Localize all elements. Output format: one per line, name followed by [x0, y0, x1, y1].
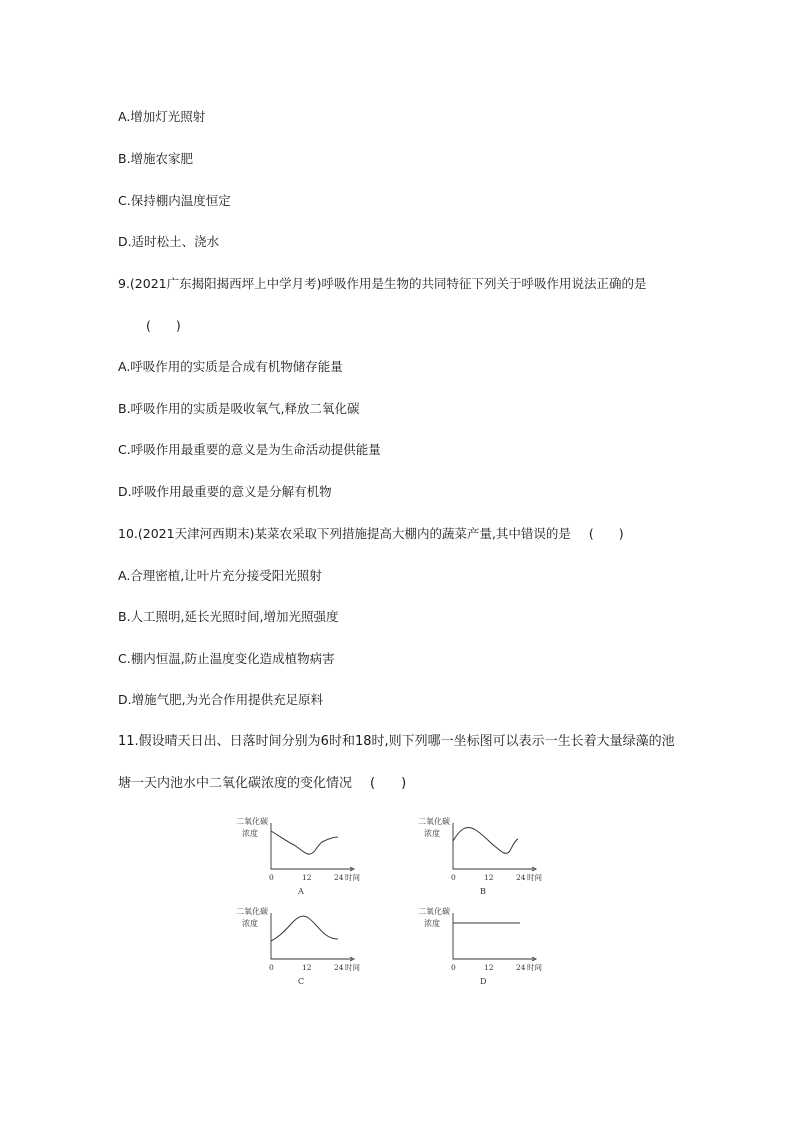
- graph-a-tick-24: 24: [334, 873, 344, 882]
- graph-c-tick-12: 12: [302, 963, 312, 972]
- q8-option-a: A.增加灯光照射: [118, 109, 206, 124]
- q10-option-b: B.人工照明,延长光照时间,增加光照强度: [118, 609, 339, 624]
- q9-option-a: A.呼吸作用的实质是合成有机物储存能量: [118, 359, 343, 374]
- q10-option-c: C.棚内恒温,防止温度变化造成植物病害: [118, 651, 335, 666]
- graph-a: [236, 815, 366, 897]
- q10-option-d: D.增施气肥,为光合作用提供充足原料: [118, 692, 324, 707]
- graph-c-tick-24: 24: [334, 963, 344, 972]
- graph-a-xlabel: 时间: [345, 873, 360, 882]
- graph-a-curve: [271, 831, 338, 854]
- q9-answer-bracket: ( ): [146, 318, 181, 333]
- graph-c-curve: [271, 916, 338, 941]
- graph-d-tick-24: 24: [516, 963, 526, 972]
- graph-c-tick-0: 0: [269, 963, 274, 972]
- graph-d: [418, 905, 548, 987]
- graph-d-tick-12: 12: [484, 963, 494, 972]
- graph-b-axes: [453, 823, 534, 869]
- graph-d-label: D: [480, 977, 487, 986]
- graph-a-tick-12: 12: [302, 873, 312, 882]
- q9-stem: 9.(2021广东揭阳揭西坪上中学月考)呼吸作用是生物的共同特征下列关于呼吸作用说法正确的是: [118, 276, 647, 291]
- graph-b-tick-12: 12: [484, 873, 494, 882]
- graph-b-xlabel: 时间: [527, 873, 542, 882]
- graph-b: [418, 815, 548, 897]
- graph-c-label: C: [298, 977, 305, 986]
- graph-b-curve: [453, 828, 518, 854]
- q8-option-d: D.适时松土、浇水: [118, 234, 220, 249]
- q10-option-a: A.合理密植,让叶片充分接受阳光照射: [118, 568, 322, 583]
- graph-a-ylabel-line1: 二氧化碳: [236, 817, 268, 826]
- q10-stem: 10.(2021天津河西期末)某菜农采取下列措施提高大棚内的蔬菜产量,其中错误的是: [118, 526, 571, 541]
- graph-d-xlabel: 时间: [527, 963, 542, 972]
- graph-b-ylabel-line1: 二氧化碳: [418, 817, 450, 826]
- graph-b-tick-24: 24: [516, 873, 526, 882]
- graph-d-axes: [453, 913, 534, 959]
- q11-stem-line2: 塘一天内池水中二氧化碳浓度的变化情况: [118, 776, 353, 791]
- graph-c-ylabel-line2: 浓度: [242, 919, 258, 928]
- graph-b-label: B: [480, 887, 486, 896]
- graph-a-axes: [271, 823, 352, 869]
- q10-stem-line: [118, 526, 624, 542]
- graph-c: [236, 905, 366, 987]
- q8-option-b: B.增施农家肥: [118, 151, 194, 166]
- graph-d-ylabel-line2: 浓度: [424, 919, 440, 928]
- q10-answer-bracket: ( ): [588, 526, 624, 541]
- graph-b-ylabel-line2: 浓度: [424, 829, 440, 838]
- q9-option-c: C.呼吸作用最重要的意义是为生命活动提供能量: [118, 442, 381, 457]
- q11-stem-line2-wrap: [118, 776, 406, 792]
- graph-c-ylabel-line1: 二氧化碳: [236, 907, 268, 916]
- graph-d-tick-0: 0: [451, 963, 456, 972]
- q8-option-c: C.保持棚内温度恒定: [118, 193, 231, 208]
- q11-answer-bracket: ( ): [370, 776, 407, 791]
- graph-a-label: A: [298, 887, 304, 896]
- q9-option-d: D.呼吸作用最重要的意义是分解有机物: [118, 484, 332, 499]
- q9-option-b: B.呼吸作用的实质是吸收氧气,释放二氧化碳: [118, 401, 360, 416]
- q11-stem-line1: 11.假设晴天日出、日落时间分别为6时和18时,则下列哪一坐标图可以表示一生长着大量绿藻的池: [118, 734, 675, 749]
- graph-a-ylabel-line2: 浓度: [242, 829, 258, 838]
- graph-c-xlabel: 时间: [345, 963, 360, 972]
- graph-d-ylabel-line1: 二氧化碳: [418, 907, 450, 916]
- graph-a-tick-0: 0: [269, 873, 274, 882]
- graph-b-tick-0: 0: [451, 873, 456, 882]
